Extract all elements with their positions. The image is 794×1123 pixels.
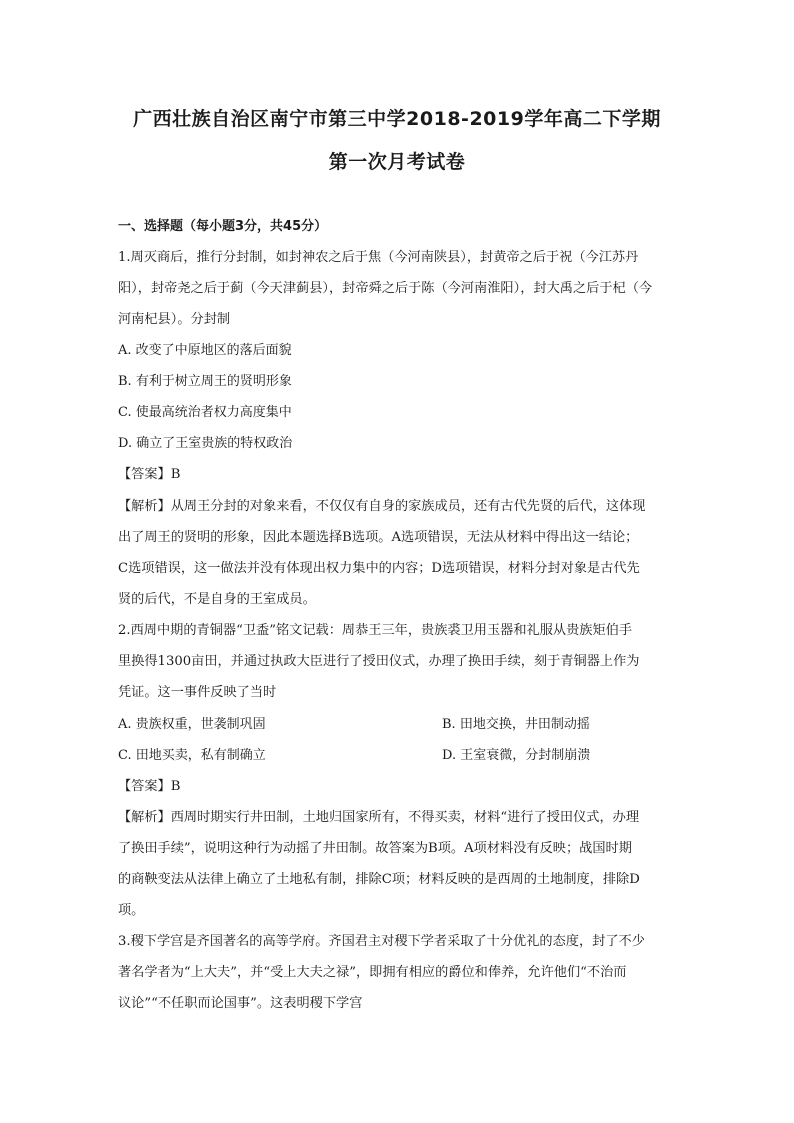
q1-option-a: A. 改变了中原地区的落后面貌 — [118, 343, 292, 358]
q2-stem-line-3: 凭证。这一事件反映了当时 — [118, 685, 277, 700]
q3-stem-line-1: 3.稷下学宫是齐国著名的高等学府。齐国君主对稷下学者采取了十分优礼的态度，封了不少 — [118, 934, 645, 949]
q2-stem-line-1: 2.西周中期的青铜器“卫盉”铭文记载：周恭王三年，贵族裘卫用玉器和礼服从贵族矩伯手 — [118, 623, 632, 638]
q2-answer: 【答案】B — [118, 779, 181, 794]
exam-title-line-1: 广西壮族自治区南宁市第三中学2018-2019学年高二下学期 — [133, 108, 661, 130]
q2-option-a: A. 贵族权重，世袭制巩固 — [118, 717, 266, 732]
q2-stem-line-2: 里换得1300亩田，并通过执政大臣进行了授田仪式，办理了换田手续，刻于青铜器上作为 — [118, 654, 640, 669]
q3-stem-line-2: 著名学者为“上大夫”，并“受上大夫之禄”，即拥有相应的爵位和俸养，允许他们“不治而 — [118, 965, 627, 980]
q1-stem-line-1: 1.周灭商后，推行分封制，如封神农之后于焦（今河南陕县），封黄帝之后于祝（今江苏丹 — [118, 250, 639, 265]
q2-option-d: D. 王室衰微，分封制崩溃 — [442, 748, 591, 763]
q2-option-b: B. 田地交换，井田制动摇 — [442, 717, 590, 732]
exam-title-line-2: 第一次月考试卷 — [328, 151, 466, 173]
q1-answer: 【答案】B — [118, 467, 181, 482]
q1-analysis-line-2: 出了周王的贤明的形象，因此本题选择B选项。A选项错误，无法从材料中得出这一结论； — [118, 530, 639, 545]
q1-analysis-line-1: 【解析】从周王分封的对象来看，不仅仅有自身的家族成员，还有古代先贤的后代，这体现 — [118, 499, 646, 514]
section-heading: 一、选择题（每小题3分，共45分） — [118, 219, 328, 234]
q2-analysis-line-2: 了换田手续”，说明这种行为动摇了井田制。故答案为B项。A项材料没有反映；战国时期 — [118, 841, 632, 856]
q1-stem-line-3: 河南杞县）。分封制 — [118, 312, 231, 327]
q1-option-d: D. 确立了王室贵族的特权政治 — [118, 436, 293, 451]
q2-analysis-line-3: 的商鞅变法从法律上确立了土地私有制，排除C项；材料反映的是西周的土地制度，排除D — [118, 872, 640, 887]
q3-stem-line-3: 议论”“不任职而论国事”。这表明稷下学宫 — [118, 996, 363, 1011]
q1-analysis-line-4: 贤的后代，不是自身的王室成员。 — [118, 592, 316, 607]
q1-option-b: B. 有利于树立周王的贤明形象 — [118, 374, 292, 389]
q2-option-c: C. 田地买卖，私有制确立 — [118, 748, 266, 763]
q2-analysis-line-4: 项。 — [118, 903, 145, 918]
q1-stem-line-2: 阳），封帝尧之后于蓟（今天津蓟县），封帝舜之后于陈（今河南淮阳），封大禹之后于杞（今 — [118, 281, 653, 296]
q2-analysis-line-1: 【解析】西周时期实行井田制，土地归国家所有，不得买卖，材料“进行了授田仪式，办理 — [118, 810, 640, 825]
q1-analysis-line-3: C选项错误，这一做法并没有体现出权力集中的内容；D选项错误，材料分封对象是古代先 — [118, 561, 640, 576]
q1-option-c: C. 使最高统治者权力高度集中 — [118, 405, 292, 420]
